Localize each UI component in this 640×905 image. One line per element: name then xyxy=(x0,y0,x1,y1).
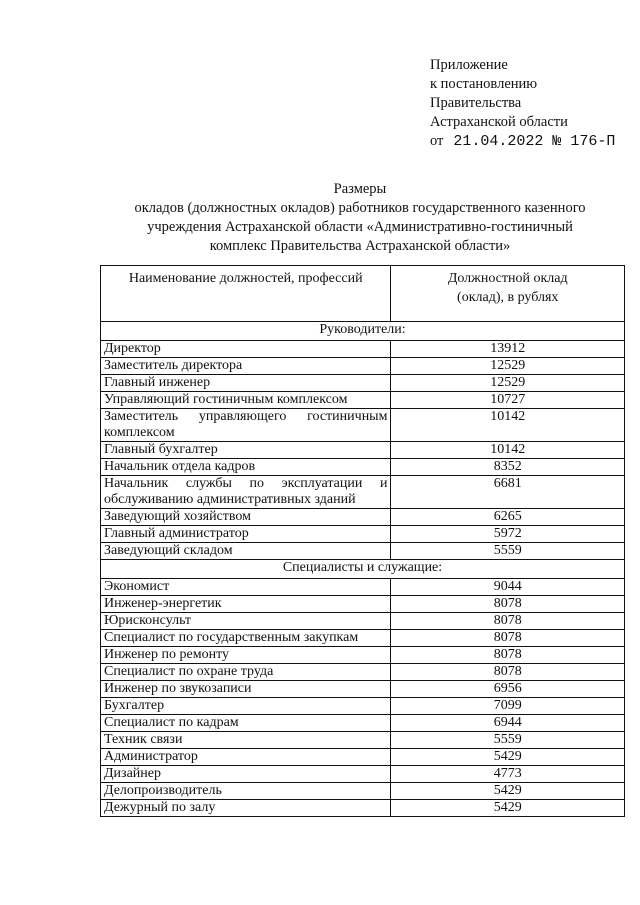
position-name: Главный бухгалтер xyxy=(101,442,391,459)
appendix-date-number: 21.04.2022 № 176-П xyxy=(453,133,616,150)
position-name: Техник связи xyxy=(101,732,391,749)
position-name: Начальник службы по эксплуатации и обслуживанию административных зданий xyxy=(101,476,391,509)
section-title-specialists: Специалисты и служащие: xyxy=(101,560,625,579)
salary-value: 4773 xyxy=(391,766,625,783)
salary-value: 10142 xyxy=(391,442,625,459)
table-row xyxy=(101,358,625,375)
position-name: Юрисконсульт xyxy=(101,613,391,630)
section-row-specialists xyxy=(101,560,625,579)
salary-value: 5972 xyxy=(391,526,625,543)
position-name: Заведующий хозяйством xyxy=(101,509,391,526)
table-row xyxy=(101,613,625,630)
salary-value: 7099 xyxy=(391,698,625,715)
appendix-block xyxy=(430,56,630,151)
section-row-managers xyxy=(101,322,625,341)
position-name: Инженер-энергетик xyxy=(101,596,391,613)
position-name: Дежурный по залу xyxy=(101,800,391,817)
appendix-line: Астраханской области xyxy=(430,114,568,130)
salary-value: 6681 xyxy=(391,476,625,509)
position-name: Директор xyxy=(101,341,391,358)
salary-value: 13912 xyxy=(391,341,625,358)
table-row xyxy=(101,409,625,442)
title-line: комплекс Правительства Астраханской области» xyxy=(209,238,511,254)
title-line: учреждения Астраханской области «Административно-гостиничный xyxy=(147,219,573,235)
table-row xyxy=(101,526,625,543)
appendix-line: Правительства xyxy=(430,95,522,111)
salary-value: 8078 xyxy=(391,647,625,664)
salary-value: 8352 xyxy=(391,459,625,476)
document-title xyxy=(95,180,625,256)
table-row xyxy=(101,783,625,800)
position-name: Инженер по звукозаписи xyxy=(101,681,391,698)
header-position-name: Наименование должностей, профессий xyxy=(101,266,391,322)
table-row xyxy=(101,749,625,766)
table-row xyxy=(101,476,625,509)
table-row xyxy=(101,647,625,664)
position-name: Управляющий гостиничным комплексом xyxy=(101,392,391,409)
salary-value: 5559 xyxy=(391,732,625,749)
position-name: Специалист по кадрам xyxy=(101,715,391,732)
position-name: Специалист по охране труда xyxy=(101,664,391,681)
table-row xyxy=(101,579,625,596)
appendix-line: Приложение xyxy=(430,57,508,73)
table-row xyxy=(101,392,625,409)
position-name: Главный администратор xyxy=(101,526,391,543)
position-name: Инженер по ремонту xyxy=(101,647,391,664)
salary-value: 6265 xyxy=(391,509,625,526)
table-row xyxy=(101,800,625,817)
position-name: Заместитель директора xyxy=(101,358,391,375)
table-row xyxy=(101,543,625,560)
table-header-row xyxy=(101,266,625,322)
position-name: Дизайнер xyxy=(101,766,391,783)
position-name: Администратор xyxy=(101,749,391,766)
salary-value: 8078 xyxy=(391,613,625,630)
table-row xyxy=(101,459,625,476)
position-name: Начальник отдела кадров xyxy=(101,459,391,476)
salary-value: 12529 xyxy=(391,358,625,375)
table-row xyxy=(101,442,625,459)
salary-value: 6956 xyxy=(391,681,625,698)
salary-value: 8078 xyxy=(391,596,625,613)
salary-value: 12529 xyxy=(391,375,625,392)
table-row xyxy=(101,509,625,526)
header-salary-line: Должностной оклад xyxy=(447,271,568,286)
table-row xyxy=(101,341,625,358)
appendix-date-prefix: от xyxy=(430,133,444,149)
position-name: Делопроизводитель xyxy=(101,783,391,800)
appendix-line: к постановлению xyxy=(430,76,538,92)
table-row xyxy=(101,375,625,392)
salary-table xyxy=(100,265,625,817)
table-row xyxy=(101,766,625,783)
table-row xyxy=(101,630,625,647)
header-salary xyxy=(391,266,625,322)
salary-value: 8078 xyxy=(391,630,625,647)
title-line: окладов (должностных окладов) работников государственного казенного xyxy=(134,200,586,216)
section-title-managers: Руководители: xyxy=(101,322,625,341)
position-name: Заместитель управляющего гостиничным комплексом xyxy=(101,409,391,442)
header-salary-line: (оклад), в рублях xyxy=(457,290,559,305)
table-row xyxy=(101,732,625,749)
salary-value: 5429 xyxy=(391,800,625,817)
appendix-date-line xyxy=(430,132,630,151)
position-name: Специалист по государственным закупкам xyxy=(101,630,391,647)
table-row xyxy=(101,664,625,681)
salary-value: 5429 xyxy=(391,783,625,800)
salary-value: 9044 xyxy=(391,579,625,596)
salary-value: 6944 xyxy=(391,715,625,732)
table-row xyxy=(101,681,625,698)
title-line: Размеры xyxy=(333,181,387,197)
salary-value: 5559 xyxy=(391,543,625,560)
table-row xyxy=(101,698,625,715)
salary-value: 10727 xyxy=(391,392,625,409)
position-name: Заведующий складом xyxy=(101,543,391,560)
position-name: Бухгалтер xyxy=(101,698,391,715)
position-name: Главный инженер xyxy=(101,375,391,392)
salary-value: 10142 xyxy=(391,409,625,442)
salary-value: 5429 xyxy=(391,749,625,766)
table-row xyxy=(101,596,625,613)
table-row xyxy=(101,715,625,732)
position-name: Экономист xyxy=(101,579,391,596)
salary-value: 8078 xyxy=(391,664,625,681)
